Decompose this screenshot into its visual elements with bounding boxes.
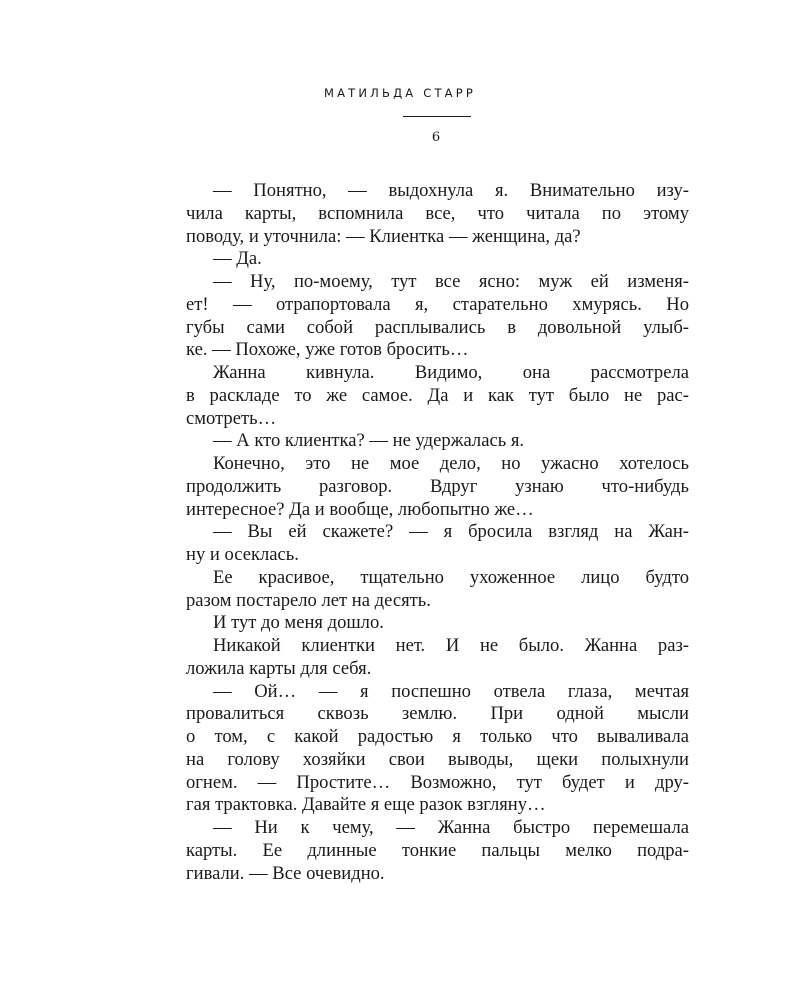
text-line: на голову хозяйки свои выводы, щеки полыхнули [186, 748, 689, 770]
text-line: поводу, и уточнила: — Клиентка — женщина, да? [186, 225, 581, 247]
text-line: гивали. — Все очевидно. [186, 862, 385, 884]
text-line: продолжить разговор. Вдруг узнаю что-нибудь [186, 475, 689, 497]
text-line: Никакой клиентки нет. И не было. Жанна раз- [213, 635, 689, 656]
text-line: провалиться сквозь землю. При одной мысли [186, 703, 689, 725]
text-line: — Понятно, — выдохнула я. Внимательно изу- [213, 180, 689, 201]
text-line: карты. Ее длинные тонкие пальцы мелко подра- [186, 839, 689, 861]
text-line: ет! — отрапортовала я, старательно хмурясь. Но [186, 293, 689, 315]
text-line: Ее красивое, тщательно ухоженное лицо будто [213, 566, 689, 588]
text-line: — А кто клиентка? — не удержалась я. [213, 430, 525, 452]
text-line: в раскладе то же самое. Да и как тут было не рас- [186, 384, 689, 406]
running-head-author: МАТИЛЬДА СТАРР [323, 86, 477, 100]
text-line: смотреть… [186, 407, 277, 429]
header-rule [403, 116, 471, 117]
text-line: ложила карты для себя. [186, 657, 372, 679]
text-line: огнем. — Простите… Возможно, тут будет и дру- [186, 771, 689, 793]
body-text [186, 180, 689, 885]
text-line: — Ни к чему, — Жанна быстро перемешала [213, 817, 689, 838]
text-line: — Ну, по-моему, тут все ясно: муж ей изменя- [213, 271, 689, 292]
text-line: Жанна кивнула. Видимо, она рассмотрела [213, 362, 689, 383]
text-line: ну и осеклась. [186, 544, 299, 565]
text-line: чила карты, вспомнила все, что читала по этому [186, 202, 689, 224]
text-line: Конечно, это не мое дело, но ужасно хотелось [213, 453, 689, 474]
text-line: губы сами собой расплывались в довольной улыб- [186, 316, 689, 338]
text-line: гая трактовка. Давайте я еще разок взгляну… [186, 794, 546, 816]
text-line: разом постарело лет на десять. [186, 589, 431, 611]
page-number: 6 [431, 130, 441, 145]
text-line: — Да. [213, 248, 262, 270]
text-line: И тут до меня дошло. [213, 612, 384, 634]
text-line: — Вы ей скажете? — я бросила взгляд на Жан- [213, 521, 689, 543]
text-line: о том, с какой радостью я только что вываливала [186, 726, 689, 747]
text-line: — Ой… — я поспешно отвела глаза, мечтая [213, 680, 689, 702]
text-line: ке. — Похоже, уже готов бросить… [186, 339, 469, 361]
text-line: интересное? Да и вообще, любопытно же… [186, 498, 534, 520]
